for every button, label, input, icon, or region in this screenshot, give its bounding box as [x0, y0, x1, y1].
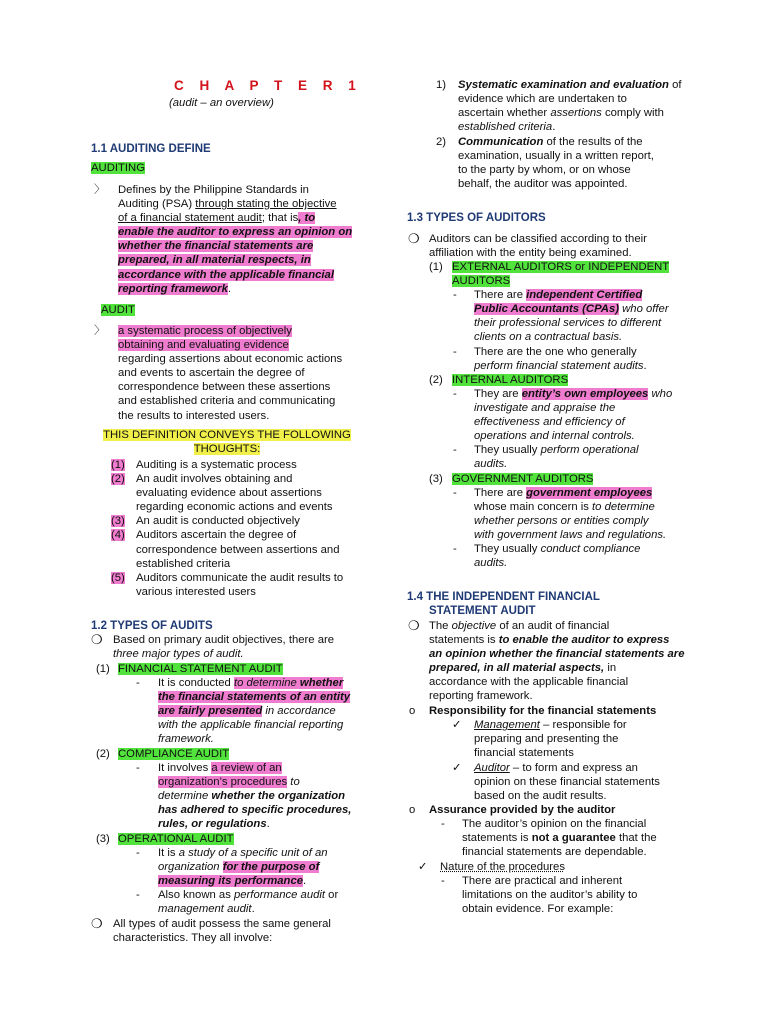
dash-icon: - — [453, 388, 457, 400]
section-heading-1-4: 1.4 THE INDEPENDENT FINANCIAL STATEMENT AUDIT — [407, 591, 600, 618]
list-item: (3) An audit is conducted objectively — [111, 515, 300, 528]
thoughts-list — [111, 458, 343, 599]
type-number: (1) — [429, 261, 443, 273]
type-number: (3) — [96, 833, 110, 845]
auditors-intro: Auditors can be classified according to their affiliation with the entity being examined. — [429, 233, 647, 260]
check-icon: ✓ — [418, 861, 428, 873]
list-number: 2) — [436, 136, 447, 148]
characteristic-2: Communication of the results of the examination, usually in a written report, to the party by whom, or on whose behalf, the auditor was appointed. — [458, 136, 654, 191]
dash-icon: - — [136, 847, 140, 859]
responsibility-heading: Responsibility for the financial statements — [429, 705, 657, 717]
type-financial-statement-audit: FINANCIAL STATEMENT AUDIT — [118, 663, 283, 675]
term-audit: AUDIT — [101, 304, 135, 316]
external-auditors-point-2: There are the one who generally perform financial statement audits. — [474, 346, 647, 373]
type-operational-audit: OPERATIONAL AUDIT — [118, 833, 234, 845]
list-item: (5) Auditors communicate the audit results to various interested users — [111, 571, 344, 598]
operational-audit-aka: Also known as performance audit or management audit. — [158, 889, 339, 916]
dash-icon: - — [136, 677, 140, 689]
fs-audit-description: It is conducted to determine whether the financial statements of an entity are fairly presented in accordance with the applicable financial reporting framework. — [158, 677, 351, 746]
chapter-subtitle: (audit – an overview) — [169, 97, 274, 109]
circle-bullet-icon: o — [409, 804, 416, 816]
dash-icon: - — [441, 875, 445, 887]
ring-bullet-icon: ❍ — [91, 632, 103, 647]
internal-auditors-point-1: They are entity’s own employees who investigate and appraise the effectiveness and efficiency of operations and internal controls. — [474, 388, 673, 443]
government-auditors: GOVERNMENT AUDITORS — [452, 473, 594, 485]
nature-of-procedures: Nature of the procedures — [440, 861, 565, 873]
section-heading-1-3: 1.3 TYPES OF AUDITORS — [407, 212, 546, 224]
internal-auditors-point-2: They usually perform operational audits. — [474, 444, 639, 471]
audit-definition: a systematic process of objectively obtaining and evaluating evidence regarding assertions about economic actions and events to ascertain the degree of correspondence between these assertions and established criteria and communicating the results to interested users. — [118, 325, 343, 422]
list-item: (4) Auditors ascertain the degree of correspondence between assertions and established criteria — [111, 529, 340, 570]
dash-icon: - — [441, 818, 445, 830]
list-number: 1) — [436, 79, 447, 91]
chapter-title: C H A P T E R 1 — [174, 78, 362, 93]
term-auditing: AUDITING — [91, 162, 145, 174]
external-auditors-point-1: There are independent Certified Public Accountants (CPAs) who offer their professional services to different clients on a contractual basis. — [474, 289, 669, 344]
chevron-icon: 〉 — [94, 184, 106, 196]
type-number: (3) — [429, 473, 443, 485]
dash-icon: - — [453, 346, 457, 358]
thoughts-heading: THIS DEFINITION CONVEYS THE FOLLOWING THOUGHTS: — [103, 429, 351, 456]
external-auditors: EXTERNAL AUDITORS or INDEPENDENT AUDITORS — [452, 261, 670, 288]
characteristic-1: Systematic examination and evaluation of evidence which are undertaken to ascertain whether assertions comply with established criteria. — [458, 79, 682, 134]
ring-bullet-icon: ❍ — [91, 916, 103, 931]
compliance-audit-description: It involves a review of an organization’s procedures to determine whether the organization has adhered to specific procedures, rules, or regulations. — [158, 762, 352, 831]
type-number: (2) — [96, 748, 110, 760]
management-responsibility: Management – responsible for preparing and presenting the financial statements — [474, 719, 627, 760]
assurance-description: The auditor’s opinion on the financial statements is not a guarantee that the financial statements are dependable. — [462, 818, 657, 859]
operational-audit-description: It is a study of a specific unit of an organization for the purpose of measuring its performance. — [158, 847, 328, 888]
chevron-icon: 〉 — [94, 325, 106, 337]
type-compliance-audit: COMPLIANCE AUDIT — [118, 748, 230, 760]
check-icon: ✓ — [452, 762, 462, 774]
types-outro: All types of audit possess the same general characteristics. They all involve: — [113, 918, 331, 945]
dash-icon: - — [453, 543, 457, 555]
list-item: (1) Auditing is a systematic process — [111, 459, 297, 471]
ring-bullet-icon: ❍ — [408, 231, 420, 246]
internal-auditors: INTERNAL AUDITORS — [452, 374, 569, 386]
auditing-definition: Defines by the Philippine Standards in Auditing (PSA) through stating the objective of a financial statement audit; that is, to enable the auditor to express an opinion on whether the financial statements are prepared, in all material respects, in accordance with the applicable financial reporting framework. — [118, 184, 353, 295]
type-number: (1) — [96, 663, 110, 675]
section-heading-1-1: 1.1 AUDITING DEFINE — [91, 143, 211, 155]
ring-bullet-icon: ❍ — [408, 618, 420, 633]
auditor-responsibility: Auditor – to form and express an opinion on these financial statements based on the audit results. — [474, 762, 660, 803]
section-heading-1-2: 1.2 TYPES OF AUDITS — [91, 620, 213, 632]
dash-icon: - — [453, 444, 457, 456]
list-item: (2) An audit involves obtaining and evaluating evidence about assertions regarding economic actions and events — [111, 473, 333, 514]
nature-description: There are practical and inherent limitations on the auditor’s ability to obtain evidence. For example: — [462, 875, 638, 916]
dash-icon: - — [453, 487, 457, 499]
types-intro: Based on primary audit objectives, there are three major types of audit. — [113, 634, 335, 661]
check-icon: ✓ — [452, 719, 462, 731]
fs-audit-objective: The objective of an audit of financial statements is to enable the auditor to express an opinion whether the financial statements are prepared, in all material aspects, in accordance with the applicable financial reporting framework. — [429, 620, 685, 703]
government-auditors-point-1: There are government employees whose main concern is to determine whether persons or entities comply with government laws and regulations. — [474, 487, 667, 542]
dash-icon: - — [136, 762, 140, 774]
circle-bullet-icon: o — [409, 705, 416, 717]
dash-icon: - — [453, 289, 457, 301]
type-number: (2) — [429, 374, 443, 386]
assurance-heading: Assurance provided by the auditor — [429, 804, 616, 816]
dash-icon: - — [136, 889, 140, 901]
government-auditors-point-2: They usually conduct compliance audits. — [474, 543, 641, 570]
